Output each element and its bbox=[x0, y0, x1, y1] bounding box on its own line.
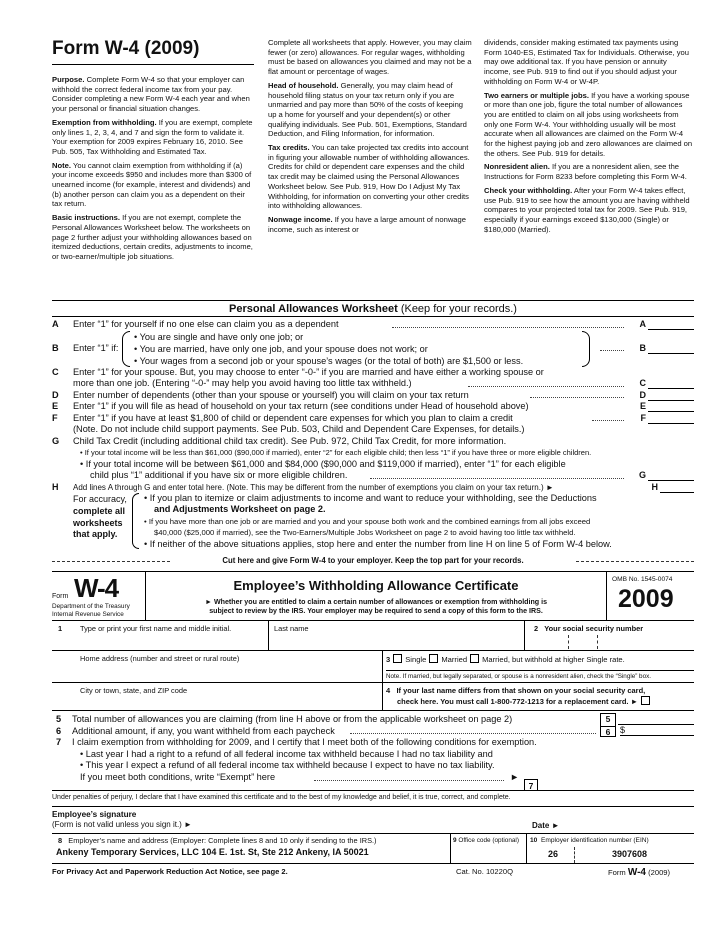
instruction-paragraph: Purpose. Complete Form W-4 so that your employer can withhold the correct federal income tax from your pay. Consider completing a new Form W-4 each year and when your personal or financial situation changes. bbox=[52, 75, 250, 114]
employer-name-address[interactable]: Ankeny Temporary Services, LLC 104 E. 1st. St, Ste 212 Ankeny, IA 50021 bbox=[56, 847, 369, 857]
single-checkbox[interactable] bbox=[393, 654, 402, 663]
instruction-paragraph: Exemption from withholding. If you are exempt, complete only lines 1, 2, 3, 4, and 7 and sign the form to validate it. Your exemption for 2009 expires February 16, 2010. See Pub. 505, Tax Withholding and Estimated Tax. bbox=[52, 117, 253, 156]
line-b-entry[interactable] bbox=[648, 353, 694, 354]
w4-certificate: Form W-4 Department of the Treasury Internal Revenue Service Employee’s Withholding Allowance Certificate ► Whether you are entitled to claim a certain number of allowances or exemption from withholding is subject to review by the IRS. Your employer may be required to send a copy of this form to the IRS. OMB No. 1545-0074 2009 1 Type or print your first name and middle initial. Last name 2 Your social security number Home address (number and street or rural route) 3 Single Married Married, but withhold at higher Single rate. Note. If married, but legally separated, or spouse is a nonresident alien, check the “Single” box. City or town, state, and ZIP code 4 If your last name differs from that shown on your social security card, check here. You must call 1-800-772-1213 for a replacement card. ► 5 Total number of allowances you are claiming (from line H above or from the applicable worksheet on page 2) 6 Additional amount, if any, you want withheld from each paycheck 7 I claim exemption from withholding for 2009, and I certify that I meet both of the following conditions for exemption. • Last year I had a right to a refund of all federal income tax withheld because I had no tax liability and • This year I expect a refund of all federal income tax withheld because I expect to have no tax liability. If you meet both conditions, write “Exempt” here ► 5 6 $ 7 Under penalties of perjury, I declare that I have examined this certificate and to the best of my knowledge and belief, it is true, correct, and complete. Employee’s signature (Form is not valid unless you sign it.) ► Date ► 8 Employer’s name and address (Employer: Complete lines 8 and 10 only if sending to the IRS.) Ankeny Temporary Services, LLC 104 E. 1st. St, Ste 212 Ankeny, IA 50021 9 Office code (optional) 10 Employer identification number (EIN) 26 3907608 For Privacy Act and Paperwork Reduction Act Notice, see page 2. Cat. No. 10220Q Form W-4 (2009) bbox=[52, 571, 694, 881]
home-address-field[interactable]: Home address (number and street or rural route) bbox=[80, 654, 240, 663]
line-h: H Add lines A through G and enter total here. (Note. This may be different from the number of exemptions you claim on your tax return.) ► H bbox=[52, 482, 694, 494]
instruction-paragraph: Basic instructions. If you are not exempt, complete the Personal Allowances Worksheet below. The worksheets on page 2 further adjust your withholding allowances based on itemized deductions, certain credits, adjustments to income, or two-earner/multiple job situations. bbox=[52, 213, 253, 261]
instruction-paragraph: Two earners or multiple jobs. If you have a working spouse or more than one job, figure the total number of allowances you are entitled to claim on all jobs using worksheets from only one Form W-4. Your withholding usually will be most accurate when all allowances are claimed on the Form W-4 for the highest paying job and zero allowances are claimed on the others. See Pub. 919 for details. bbox=[484, 90, 693, 158]
first-name-field[interactable]: Type or print your first name and middle initial. bbox=[80, 624, 232, 633]
instruction-paragraph: Head of household. Generally, you may claim head of household filing status on your tax return only if you are unmarried and pay more than 50% of the costs of keeping up a home for yourself and your dependent(s) or other qualifying individuals. See Pub. 501, Exemptions, Standard Deduction, and Filing Information, for information. bbox=[268, 80, 467, 139]
line-e: E Enter “1” if you will file as head of household on your tax return (see conditions under Head of household above) E bbox=[52, 401, 694, 413]
instructions-section bbox=[52, 38, 694, 300]
line-a: A Enter “1” for yourself if no one else can claim you as a dependent A bbox=[52, 319, 694, 331]
worksheet-title: Personal Allowances Worksheet (Keep for your records.) bbox=[52, 300, 694, 317]
instruction-paragraph: Nonwage income. If you have a large amount of nonwage income, such as interest or bbox=[268, 214, 466, 234]
employer-row: 8 Employer’s name and address (Employer: Complete lines 8 and 10 only if sending to the IRS.) Ankeny Temporary Services, LLC 104 E. 1st. St, Ste 212 Ankeny, IA 50021 9 Office code (optional) 10 Employer identification number (EIN) 26 3907608 bbox=[52, 834, 694, 864]
line-b: B Enter “1” if: B • You are single and have only one job; or • You are married, have only one job, and your spouse does not work; or • Your wages from a second job or your spouse’s wages (or the total of both) are $1,500 or less. bbox=[52, 331, 694, 367]
line-5: 5 Total number of allowances you are claiming (from line H above or from the applicable worksheet on page 2) bbox=[56, 714, 513, 724]
page bbox=[52, 38, 694, 881]
signature-row: Employee’s signature (Form is not valid unless you sign it.) ► Date ► bbox=[52, 806, 694, 834]
ein-prefix[interactable]: 26 bbox=[548, 849, 559, 859]
instructions-col-1 bbox=[52, 38, 254, 266]
ein-number[interactable]: 3907608 bbox=[612, 849, 648, 859]
line-7-entry[interactable] bbox=[540, 790, 610, 791]
instruction-paragraph: Tax credits. You can take projected tax credits into account in figuring your allowable number of withholding allowances. Credits for child or dependent care expenses and the child tax credit may be claimed using the Personal Allowances Worksheet below. See Pub. 919, How Do I Adjust My Tax Withholding, for information on converting your other credits into withholding allowances. bbox=[268, 143, 470, 211]
line-1-name-row: 1 Type or print your first name and middle initial. Last name 2 Your social security number bbox=[52, 621, 694, 651]
line-g: G Child Tax Credit (including additional child tax credit). See Pub. 972, Child Tax Credit, for more information. bbox=[52, 435, 507, 446]
signature-field[interactable]: (Form is not valid unless you sign it.) ► bbox=[52, 820, 192, 829]
instruction-paragraph: Check your withholding. After your Form W-4 takes effect, use Pub. 919 to see how the amount you are having withheld compares to your projected total tax for 2009. See Pub. 919, especially if your earnings exceed $130,000 (Single) or $180,000 (Married). bbox=[484, 185, 690, 234]
worksheet-lines: A Enter “1” for yourself if no one else can claim you as a dependent A B Enter “1” if: B • You are single and have only one job; or • You are married, have only one job, and your spouse does not work; or • Your wages from a second job or your spouse’s wages (or the total of both) are $1,500 or less. C Enter “1” for your spouse. But, you may choose to enter “-0-” if you are married and have either a working spouse or more than one job. (Entering “-0-” may help you avoid having too little tax withheld.) C D Enter number of dependents (other than your spouse or yourself) you will claim on your tax return D E Enter “1” if you will file as head of household on your tax return (see conditions under Head of household above) E F Enter “1” if you have at least $1,800 of child or dependent care expenses for which you plan to claim a credit F (Note. Do not include child support payments. See Pub. 503, Child and Dependent Care Expenses, for details.) G Child Tax Credit (including additional child tax credit). See Pub. 972, Child Tax Credit, for more information. • If your total income will be less than $61,000 ($90,000 if married), enter “2” for each eligible child; then less “1” if you have three or more eligible children. • If your total income will be between $61,000 and $84,000 ($90,000 and $119,000 if married), enter “1” for each eligible child plus “1” additional if you have six or more eligible children. G H Add lines A through G and enter total here. (Note. This may be different from the number of exemptions you claim on your tax return.) ► H For accuracy, complete all worksheets that apply. • If you plan to itemize or claim adjustments to income and want to reduce your withholding, see the Deductions and Adjustments Worksheet on page 2. • If you have more than one job or are married and you and your spouse both work and the combined earnings from all jobs exceed $40,000 ($25,000 if married), see the Two-Earners/Multiple Jobs Worksheet on page 2 to avoid having too little tax withheld. • If neither of the above situations applies, stop here and enter the number from line H on line 5 of Form W-4 below. bbox=[52, 319, 694, 551]
line-6: 6 Additional amount, if any, you want withheld from each paycheck bbox=[52, 726, 694, 738]
lines-5-7: 5 Total number of allowances you are claiming (from line H above or from the applicable worksheet on page 2) 6 Additional amount, if any, you want withheld from each paycheck 7 I claim exemption from withholding for 2009, and I certify that I meet both of the following conditions for exemption. • Last year I had a right to a refund of all federal income tax withheld because I had no tax liability and • This year I expect a refund of all federal income tax withheld because I expect to have no tax liability. If you meet both conditions, write “Exempt” here ► 5 6 $ 7 bbox=[52, 711, 694, 791]
instruction-paragraph: Note. You cannot claim exemption from withholding if (a) your income exceeds $950 and includes more than $300 of unearned income (for example, interest and dividends) and (b) another person can claim you as a dependent on their tax return. bbox=[52, 160, 252, 209]
line-6-entry[interactable]: $ bbox=[620, 725, 694, 736]
instruction-paragraph: dividends, consider making estimated tax payments using Form 1040-ES, Estimated Tax for Individuals. Otherwise, you may owe additional tax. If you have pension or annuity income, see Pub. 919 to find out if you should adjust your withholding on Form W-4 or W-4P. bbox=[484, 38, 689, 86]
instructions-col-2 bbox=[268, 38, 473, 238]
form-title: Form W-4 (2009) bbox=[52, 38, 254, 65]
tax-year: 2009 bbox=[618, 585, 674, 613]
instruction-paragraph: Nonresident alien. If you are a nonresident alien, see the Instructions for Form 8233 before completing this Form W-4. bbox=[484, 162, 687, 182]
instructions-col-3 bbox=[484, 38, 694, 238]
name-differs-checkbox[interactable] bbox=[641, 696, 650, 705]
office-code-field[interactable]: 9 Office code (optional) bbox=[453, 837, 519, 844]
line-5-entry[interactable] bbox=[618, 714, 694, 725]
date-field[interactable]: Date ► bbox=[532, 821, 560, 830]
form-name: W-4 bbox=[74, 573, 119, 603]
line-c: C Enter “1” for your spouse. But, you may choose to enter “-0-” if you are married and have either a working spouse or bbox=[52, 366, 544, 377]
footer: For Privacy Act and Paperwork Reduction Act Notice, see page 2. Cat. No. 10220Q Form W-4 (2009) bbox=[52, 867, 671, 878]
line-f: F Enter “1” if you have at least $1,800 of child or dependent care expenses for which you plan to claim a credit F bbox=[52, 413, 694, 425]
certificate-title: Employee’s Withholding Allowance Certificate bbox=[233, 578, 519, 593]
city-row: City or town, state, and ZIP code 4 If your last name differs from that shown on your social security card, check here. You must call 1-800-772-1213 for a replacement card. ► bbox=[52, 683, 694, 711]
cut-line: Cut here and give Form W-4 to your employer. Keep the top part for your records. bbox=[52, 556, 694, 565]
line-7: 7 I claim exemption from withholding for 2009, and I certify that I meet both of the following conditions for exemption. bbox=[56, 737, 537, 748]
married-higher-rate-checkbox[interactable] bbox=[470, 654, 479, 663]
filing-status: 3 Single Married Married, but withhold at higher Single rate. bbox=[386, 655, 625, 664]
certificate-header: Form W-4 Department of the Treasury Internal Revenue Service Employee’s Withholding Allowance Certificate ► Whether you are entitled to claim a certain number of allowances or exemption from withholding is subject to review by the IRS. Your employer may be required to send a copy of this form to the IRS. OMB No. 1545-0074 2009 bbox=[52, 572, 694, 621]
last-name-field[interactable]: Last name bbox=[274, 624, 309, 633]
ssn-field[interactable]: 2 Your social security number bbox=[534, 624, 644, 633]
instruction-paragraph: Complete all worksheets that apply. However, you may claim fewer (or zero) allowances. For regular wages, withholding must be based on allowances you claimed and may not be a flat amount or percentage of wages. bbox=[268, 38, 472, 77]
city-state-zip-field[interactable]: City or town, state, and ZIP code bbox=[80, 686, 188, 695]
accuracy-block: For accuracy, complete all worksheets that apply. • If you plan to itemize or claim adjustments to income and want to reduce your withholding, see the Deductions and Adjustments Worksheet on page 2. • If you have more than one job or are married and you and your spouse both work and the combined earnings from all jobs exceed $40,000 ($25,000 if married), see the Two-Earners/Multiple Jobs Worksheet on page 2 to avoid having too little tax withheld. • If neither of the above situations applies, stop here and enter the number from line H on line 5 of Form W-4 below. bbox=[73, 493, 612, 549]
married-checkbox[interactable] bbox=[429, 654, 438, 663]
address-row: Home address (number and street or rural route) 3 Single Married Married, but withhold at higher Single rate. Note. If married, but legally separated, or spouse is a nonresident alien, check the “Single” box. bbox=[52, 651, 694, 683]
line-d: D Enter number of dependents (other than your spouse or yourself) you will claim on your tax return D bbox=[52, 390, 694, 402]
